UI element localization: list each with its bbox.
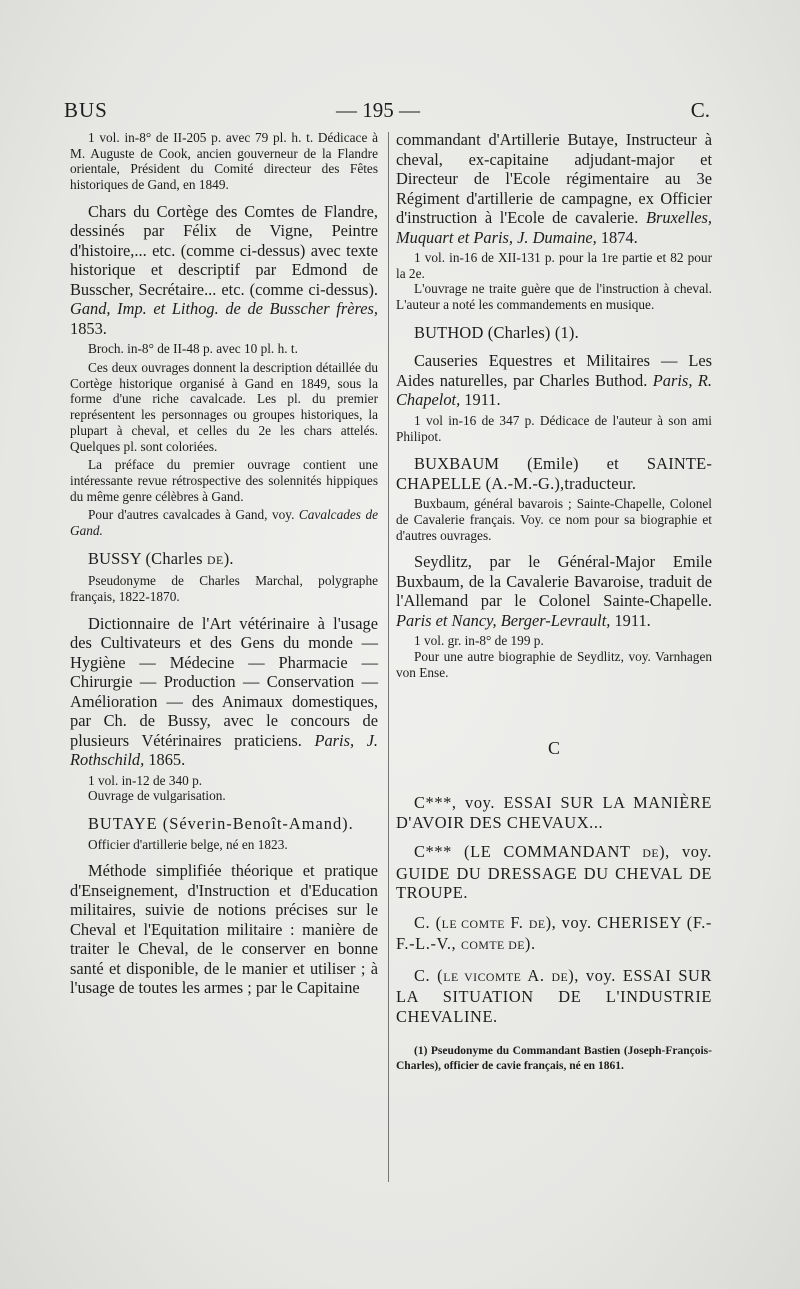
entry-note: L'ouvrage ne traite guère que de l'instruction à cheval. L'auteur a noté les commandements en musique.	[396, 281, 712, 313]
entry-note: 1 vol in-16 de 347 p. Dédicace de l'auteur à son ami Philipot.	[396, 412, 712, 444]
page-header	[64, 98, 710, 128]
entry-note: 1 vol. gr. in-8° de 199 p.	[414, 633, 544, 649]
entry-title: Seydlitz, par le Général-Major Emile Buxbaum, de la Cavalerie Bavaroise, traduit de l'Allemand par le Colonel Sainte-Chapelle. Paris et Nancy, Berger-Levrault, 1911.	[396, 552, 712, 630]
author-heading: BUXBAUM (Emile) et SAINTE-CHAPELLE (A.-M.-G.),traducteur.	[396, 454, 712, 493]
entry-title: Méthode simplifiée théorique et pratique d'Enseignement, d'Instruction et d'Education militaires, suivie de notions précises sur le Cheval et l'Equitation militaire : manière de traiter le Cheval, de le conserver en bonne santé et disponible, de le manier et utiliser ; à l'usage de toutes les armes ; par le Capitaine	[70, 861, 378, 998]
entry-note: 1 vol. in-12 de 340 p.	[88, 772, 203, 788]
section-letter: C	[547, 738, 560, 759]
entry-title: Causeries Equestres et Militaires — Les Aides naturelles, par Charles Buthod. Paris, R. Chapelot, 1911.	[396, 351, 712, 410]
entry-title: Dictionnaire de l'Art vétérinaire à l'usage des Cultivateurs et des Gens du monde — Hygiène — Médecine — Pharmacie — Chirurgie — Production — Conservation — Amélioration — des Animaux domestiques, par Ch. de Bussy, avec le concours de plusieurs Vétérinaires praticiens. Paris, J. Rothschild, 1865.	[70, 613, 378, 770]
entry-note: Pour d'autres cavalcades à Gand, voy. Cavalcades de Gand.	[70, 507, 378, 539]
entry-note: 1 vol. in-8° de II-205 p. avec 79 pl. h. t. Dédicace à M. Auguste de Cook, ancien gouverneur de la Flandre orientale, Président du Comité directeur des Fêtes historiques de Gand, en 1849.	[70, 130, 378, 193]
entry-note: Officier d'artillerie belge, né en 1823.	[88, 836, 288, 852]
entry-note: Pseudonyme de Charles Marchal, polygraphe français, 1822-1870.	[70, 573, 378, 604]
entry-note: 1 vol. in-16 de XII-131 p. pour la 1re partie et 82 pour la 2e.	[396, 250, 712, 281]
entry-note: Ouvrage de vulgarisation.	[88, 788, 226, 804]
page-number: — 195 —	[336, 98, 420, 122]
cross-reference: C***, voy. ESSAI SUR LA MANIÈRE D'AVOIR DES CHEVAUX...	[396, 793, 712, 832]
entry-note: Broch. in-8° de II-48 p. avec 10 pl. h. t.	[88, 341, 298, 357]
entry-note: La préface du premier ouvrage contient une intéressante revue rétrospective des solennités hippiques du même genre célèbres à Gand.	[70, 457, 378, 504]
entry-note: Ces deux ouvrages donnent la description détaillée du Cortège historique organisé à Gand en 1849, sous la forme d'une riche cavalcade. Les pl. du premier représentent les personnages ou groupes historiques, la plupart à cheval, et celles du 2e les chars attelés. Quelques pl. sont coloriées.	[70, 360, 378, 454]
author-heading: BUTHOD (Charles) (1).	[414, 322, 579, 342]
entry-title: Chars du Cortège des Comtes de Flandre, dessinés par Félix de Vigne, Peintre d'histoire,... etc. (comme ci-dessus) avec texte historique et descriptif par Edmond de Busscher, Secrétaire... etc. (comme ci-dessus). Gand, Imp. et Lithog. de de Busscher frères, 1853.	[70, 201, 378, 338]
entry-note: Buxbaum, général bavarois ; Sainte-Chapelle, Colonel de Cavalerie français. Voy. ce nom pour sa biographie et d'autres ouvrages.	[396, 496, 712, 543]
footnote: (1) Pseudonyme du Commandant Bastien (Joseph-François-Charles), officier de cavie français, né en 1861.	[396, 1045, 712, 1072]
left-column	[70, 130, 378, 998]
author-heading: BUSSY (Charles DE).	[88, 548, 234, 568]
right-column	[396, 130, 712, 1073]
cross-reference: C. (LE COMTE F. DE), voy. CHERISEY (F.-F.-L.-V., COMTE DE).	[396, 912, 712, 954]
running-head-right: C.	[690, 98, 710, 122]
entry-title: commandant d'Artillerie Butaye, Instructeur à cheval, ex-capitaine adjudant-major et Directeur de l'Ecole régimentaire au 3e Régiment d'artillerie de campagne, ex Officier d'instruction à l'Ecole de cavalerie. Bruxelles, Muquart et Paris, J. Dumaine, 1874.	[396, 130, 712, 247]
column-divider	[388, 132, 389, 1182]
running-head-left: BUS	[64, 98, 108, 122]
cross-reference: C*** (LE COMMANDANT DE), voy. GUIDE DU DRESSAGE DU CHEVAL DE TROUPE.	[396, 842, 712, 903]
entry-note: Pour une autre biographie de Seydlitz, voy. Varnhagen von Ense.	[396, 649, 712, 680]
author-heading: BUTAYE (Séverin-Benoît-Amand).	[88, 814, 354, 834]
cross-reference: C. (LE VICOMTE A. DE), voy. ESSAI SUR LA SITUATION DE L'INDUSTRIE CHEVALINE.	[396, 965, 713, 1026]
